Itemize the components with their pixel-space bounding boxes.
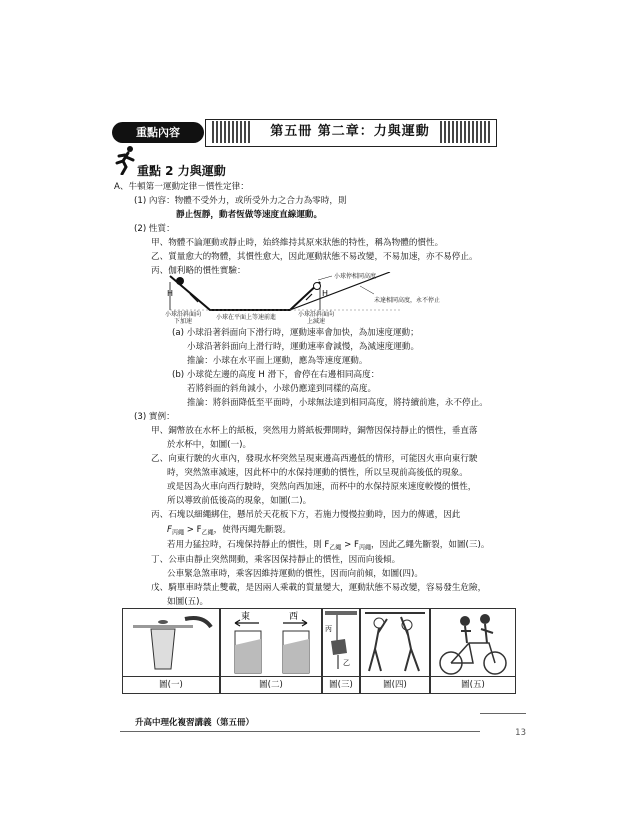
train-cups-illustration — [221, 609, 321, 677]
section-title: 重點 2 力與運動 — [137, 164, 226, 178]
page-number-rule — [480, 713, 526, 714]
experiment-b-1: (b) 小球從左邊的高度 H 滑下，會停在右邊相同高度： — [172, 370, 380, 380]
example-2-line-3: 或是因為火車向西行駛時，突然向西加速，而杯中的水保持原來速度較慢的慣性， — [167, 482, 477, 492]
property-a: 甲、物體不論運動或靜止時，始終維持其原來狀態的特性，稱為物體的慣性。 — [151, 238, 444, 248]
label-flat-constant: 小球在平面上等速前進 — [216, 314, 277, 321]
footer-rule — [120, 731, 480, 732]
footer-book-title: 升高中理化複習講義（第五冊） — [135, 718, 255, 728]
figure-2-caption: 圖(二) — [221, 676, 321, 693]
example-5-line-1: 戊、騎單車時禁止雙載，是因兩人乘載的質量變大，運動狀態不易改變，容易發生危險， — [151, 583, 487, 593]
content-line-bold: 靜止恆靜，動者恆做等速度直線運動。 — [176, 210, 323, 220]
section-pill-label: 重點內容 — [136, 126, 180, 139]
property-heading: (2) 性質： — [134, 224, 175, 234]
coin-cup-illustration — [123, 609, 219, 677]
property-c: 丙、伽利略的慣性實驗： — [151, 266, 246, 276]
experiment-a-3: 推論：小球在水平面上運動，應為等速度運動。 — [187, 356, 368, 366]
figure-1-caption: 圖(一) — [123, 676, 219, 693]
content-line: (1) 內容：物體不受外力，或所受外力之合力為零時，則 — [134, 196, 347, 206]
example-3-line-2: $F_{丙繩} > F_{乙繩}$，使得丙繩先斷裂。 — [167, 525, 291, 537]
label-up-decelerate: 小球沿斜面向上減速 — [298, 311, 335, 325]
example-2-line-4: 所以導致前低後高的現象，如圖(二)。 — [167, 496, 312, 506]
label-never-stop: 未達相同高度，永不停止 — [374, 297, 441, 304]
figure-1 — [122, 608, 220, 694]
figure-4 — [360, 608, 430, 694]
figure-4-caption: 圖(四) — [361, 676, 429, 693]
east-label: 東 — [241, 612, 251, 622]
example-2-line-2: 時，突然煞車減速，因此杯中的水保持運動的慣性，所以呈現前高後低的現象。 — [167, 468, 468, 478]
page-number: 13 — [515, 728, 526, 738]
law-heading: A、牛頓第一運動定律－慣性定律： — [114, 182, 249, 192]
height-label-right: H — [322, 289, 329, 298]
label-stop-same-height: 小球停相同高度 — [334, 273, 377, 280]
hanging-stone-illustration — [323, 609, 359, 677]
rope-bing-label: 丙 — [325, 625, 332, 633]
figure-5-caption: 圖(五) — [431, 676, 515, 693]
height-label-left: H — [167, 289, 174, 298]
example-2-line-1: 乙、向東行駛的火車內，發現水杯突然呈現東邊高西邊低的情形，可能因火車向東行駛 — [151, 454, 478, 464]
property-b: 乙、質量愈大的物體，其慣性愈大，因此運動狀態不易改變，不易加速，亦不易停止。 — [151, 252, 478, 262]
example-4-line-2: 公車緊急煞車時，乘客因維持運動的慣性，因而向前傾，如圖(四)。 — [167, 569, 423, 579]
experiment-b-3: 推論：將斜面降低至平面時，小球無法達到相同高度，將持續前進，永不停止。 — [187, 398, 488, 408]
example-3-line-1: 丙、石塊以細繩綁住，懸吊於天花板下方，若施力慢慢拉動時，因力的傳遞，因此 — [151, 510, 461, 520]
example-1-line-1: 甲、銅幣放在水杯上的紙板，突然用力將紙板彈開時，銅幣因保持靜止的慣性，垂直落 — [151, 426, 478, 436]
example-4-line-1: 丁、公車由靜止突然開動，乘客因保持靜止的慣性，因而向後傾。 — [151, 555, 401, 565]
bus-passengers-illustration — [361, 609, 429, 677]
bicycle-double-riders-illustration — [431, 609, 515, 677]
rope-yi-label: 乙 — [343, 659, 350, 667]
figure-5 — [430, 608, 516, 694]
figure-3 — [322, 608, 360, 694]
label-down-accelerate: 小球沿斜面向下加速 — [165, 311, 202, 325]
example-5-line-2: 如圖(五)。 — [167, 597, 209, 607]
experiment-b-2: 若將斜面的斜角減小，小球仍應達到同樣的高度。 — [187, 384, 377, 394]
experiment-a-1: (a) 小球沿著斜面向下滑行時，運動速率會加快，為加速度運動； — [172, 328, 419, 338]
west-label: 西 — [289, 612, 299, 622]
experiment-a-2: 小球沿著斜面向上滑行時，運動速率會減慢，為減速度運動。 — [187, 342, 420, 352]
example-1-line-2: 於水杯中，如圖(一)。 — [167, 440, 252, 450]
figure-table — [122, 608, 516, 694]
figure-2 — [220, 608, 322, 694]
chapter-title: 第五冊 第二章：力與運動 — [270, 124, 430, 139]
example-3-line-3: 若用力猛拉時，石塊保持靜止的慣性，則 $F_{乙繩} > F_{丙繩}$，因此乙繩先斷裂，如圖(三)。 — [167, 540, 490, 552]
examples-heading: (3) 實例： — [134, 412, 175, 422]
runner-icon — [113, 145, 139, 175]
figure-3-caption: 圖(三) — [323, 676, 359, 693]
